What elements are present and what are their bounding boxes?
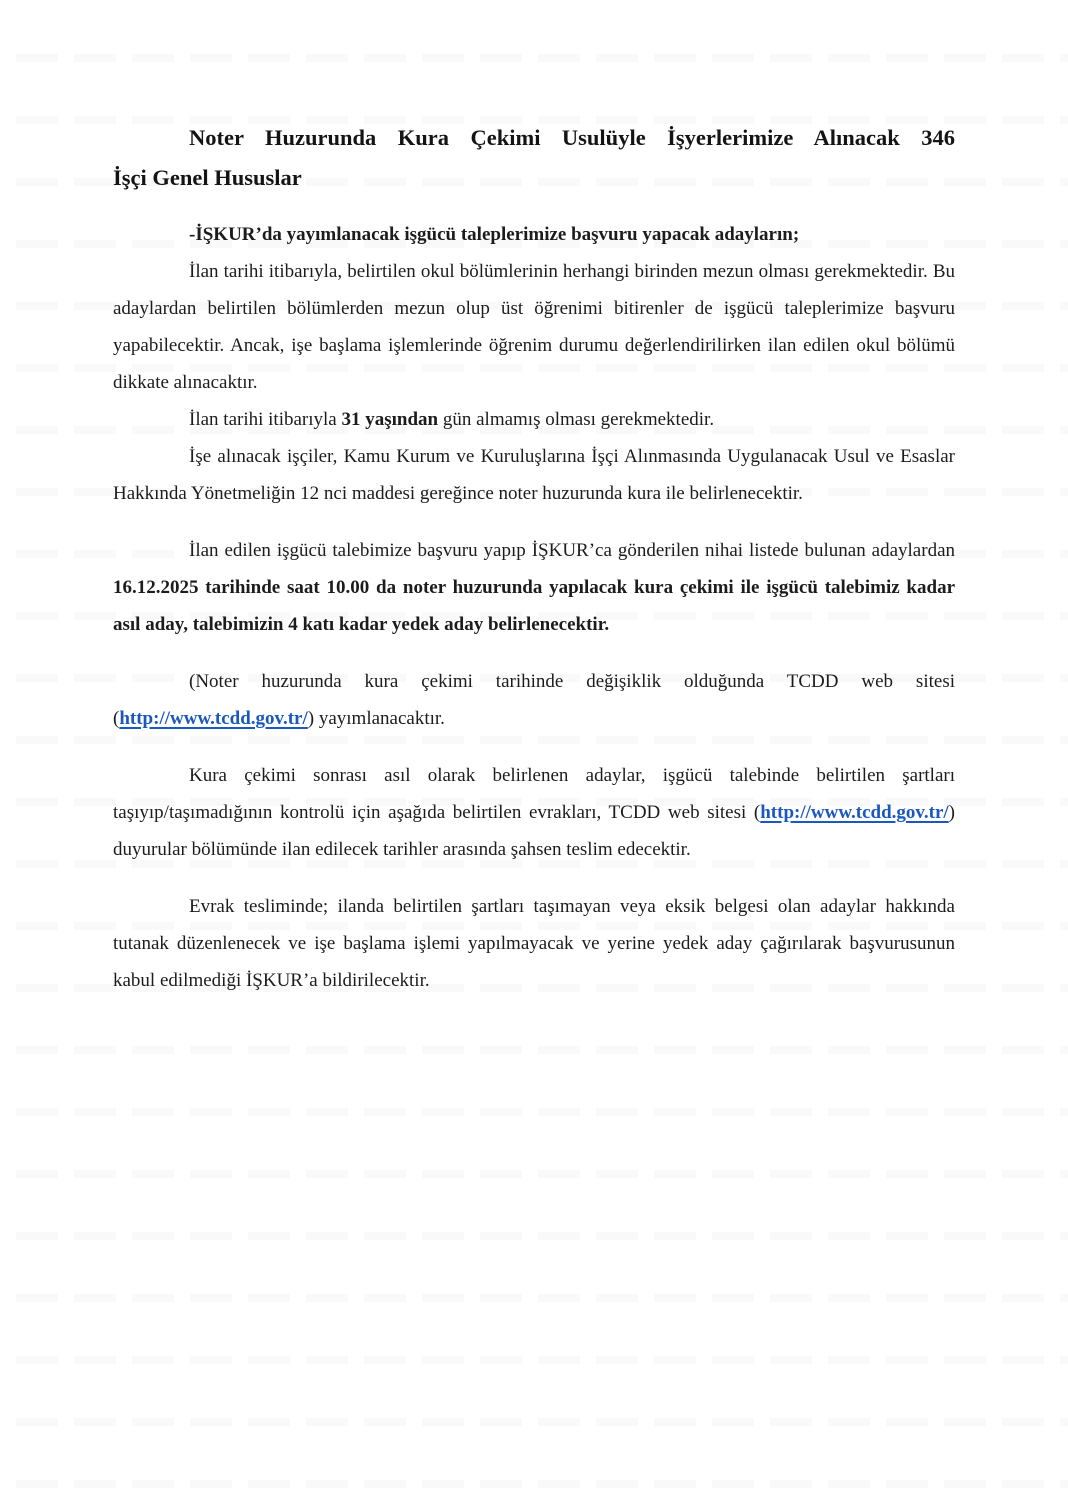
tcdd-website-link-2[interactable]: http://www.tcdd.gov.tr/ bbox=[760, 802, 949, 823]
title-line-2: İşçi Genel Hususlar bbox=[113, 165, 302, 190]
iskur-requirements-heading: -İŞKUR’da yayımlanacak işgücü taleplerimize başvuru yapacak adayların; bbox=[189, 224, 800, 245]
age-text-pre: İlan tarihi itibarıyla bbox=[189, 409, 342, 430]
paragraph-document-submission bbox=[113, 757, 955, 868]
documents-text-post: ) duyurular bölümünde ilan edilecek tarihler arasında şahsen teslim edecektir. bbox=[113, 802, 955, 860]
document-content bbox=[113, 118, 955, 999]
paragraph-website-notice bbox=[113, 663, 955, 737]
lottery-date-bold: 16.12.2025 tarihinde saat 10.00 da noter huzurunda yapılacak kura çekimi ile işgücü talebimiz kadar asıl aday, talebimizin 4 katı kadar yedek aday belirlenecektir. bbox=[113, 577, 955, 635]
tcdd-website-link[interactable]: http://www.tcdd.gov.tr/ bbox=[119, 708, 308, 729]
age-text-post: gün almamış olması gerekmektedir. bbox=[438, 409, 715, 430]
documents-text-pre: Kura çekimi sonrası asıl olarak belirlenen adaylar, işgücü talebinde belirtilen şartları taşıyıp/taşımadığının kontrolü için aşağıda belirtilen evrakları, TCDD web sitesi ( bbox=[113, 765, 955, 823]
website-text-pre: (Noter huzurunda kura çekimi tarihinde değişiklik olduğunda TCDD web sitesi ( bbox=[113, 671, 955, 729]
document-title bbox=[113, 118, 955, 198]
paragraph-age-requirement bbox=[113, 401, 955, 438]
title-line-1: Noter Huzurunda Kura Çekimi Usulüyle İşyerlerimize Alınacak 346 bbox=[189, 125, 955, 150]
paragraph-regulation: İşe alınacak işçiler, Kamu Kurum ve Kuruluşlarına İşçi Alınmasında Uygulanacak Usul ve Esaslar Hakkında Yönetmeliğin 12 nci maddesi gereğince noter huzurunda kura ile belirlenecektir. bbox=[113, 446, 955, 504]
paragraph-lottery-date bbox=[113, 532, 955, 643]
website-text-post: ) yayımlanacaktır. bbox=[307, 708, 445, 729]
lottery-text-pre: İlan edilen işgücü talebimize başvuru yapıp İŞKUR’ca gönderilen nihai listede bulunan adaylardan bbox=[189, 540, 955, 561]
paragraph-education-requirement: İlan tarihi itibarıyla, belirtilen okul bölümlerinin herhangi birinden mezun olması gerekmektedir. Bu adaylardan belirtilen bölümlerden mezun olup üst öğrenimi bitirenler de işgücü taleplerimize başvuru yapabilecektir. Ancak, işe başlama işlemlerinde öğrenim durumu değerlendirilirken ilan edilen okul bölümü dikkate alınacaktır. bbox=[113, 261, 955, 393]
age-limit-bold: 31 yaşından bbox=[341, 409, 439, 430]
paragraph-incomplete-documents: Evrak tesliminde; ilanda belirtilen şartları taşımayan veya eksik belgesi olan adaylar hakkında tutanak düzenlenecek ve işe başlama işlemi yapılmayacak ve yerine yedek aday çağırılarak başvurusunun kabul edilmediği İŞKUR’a bildirilecektir. bbox=[113, 896, 955, 991]
